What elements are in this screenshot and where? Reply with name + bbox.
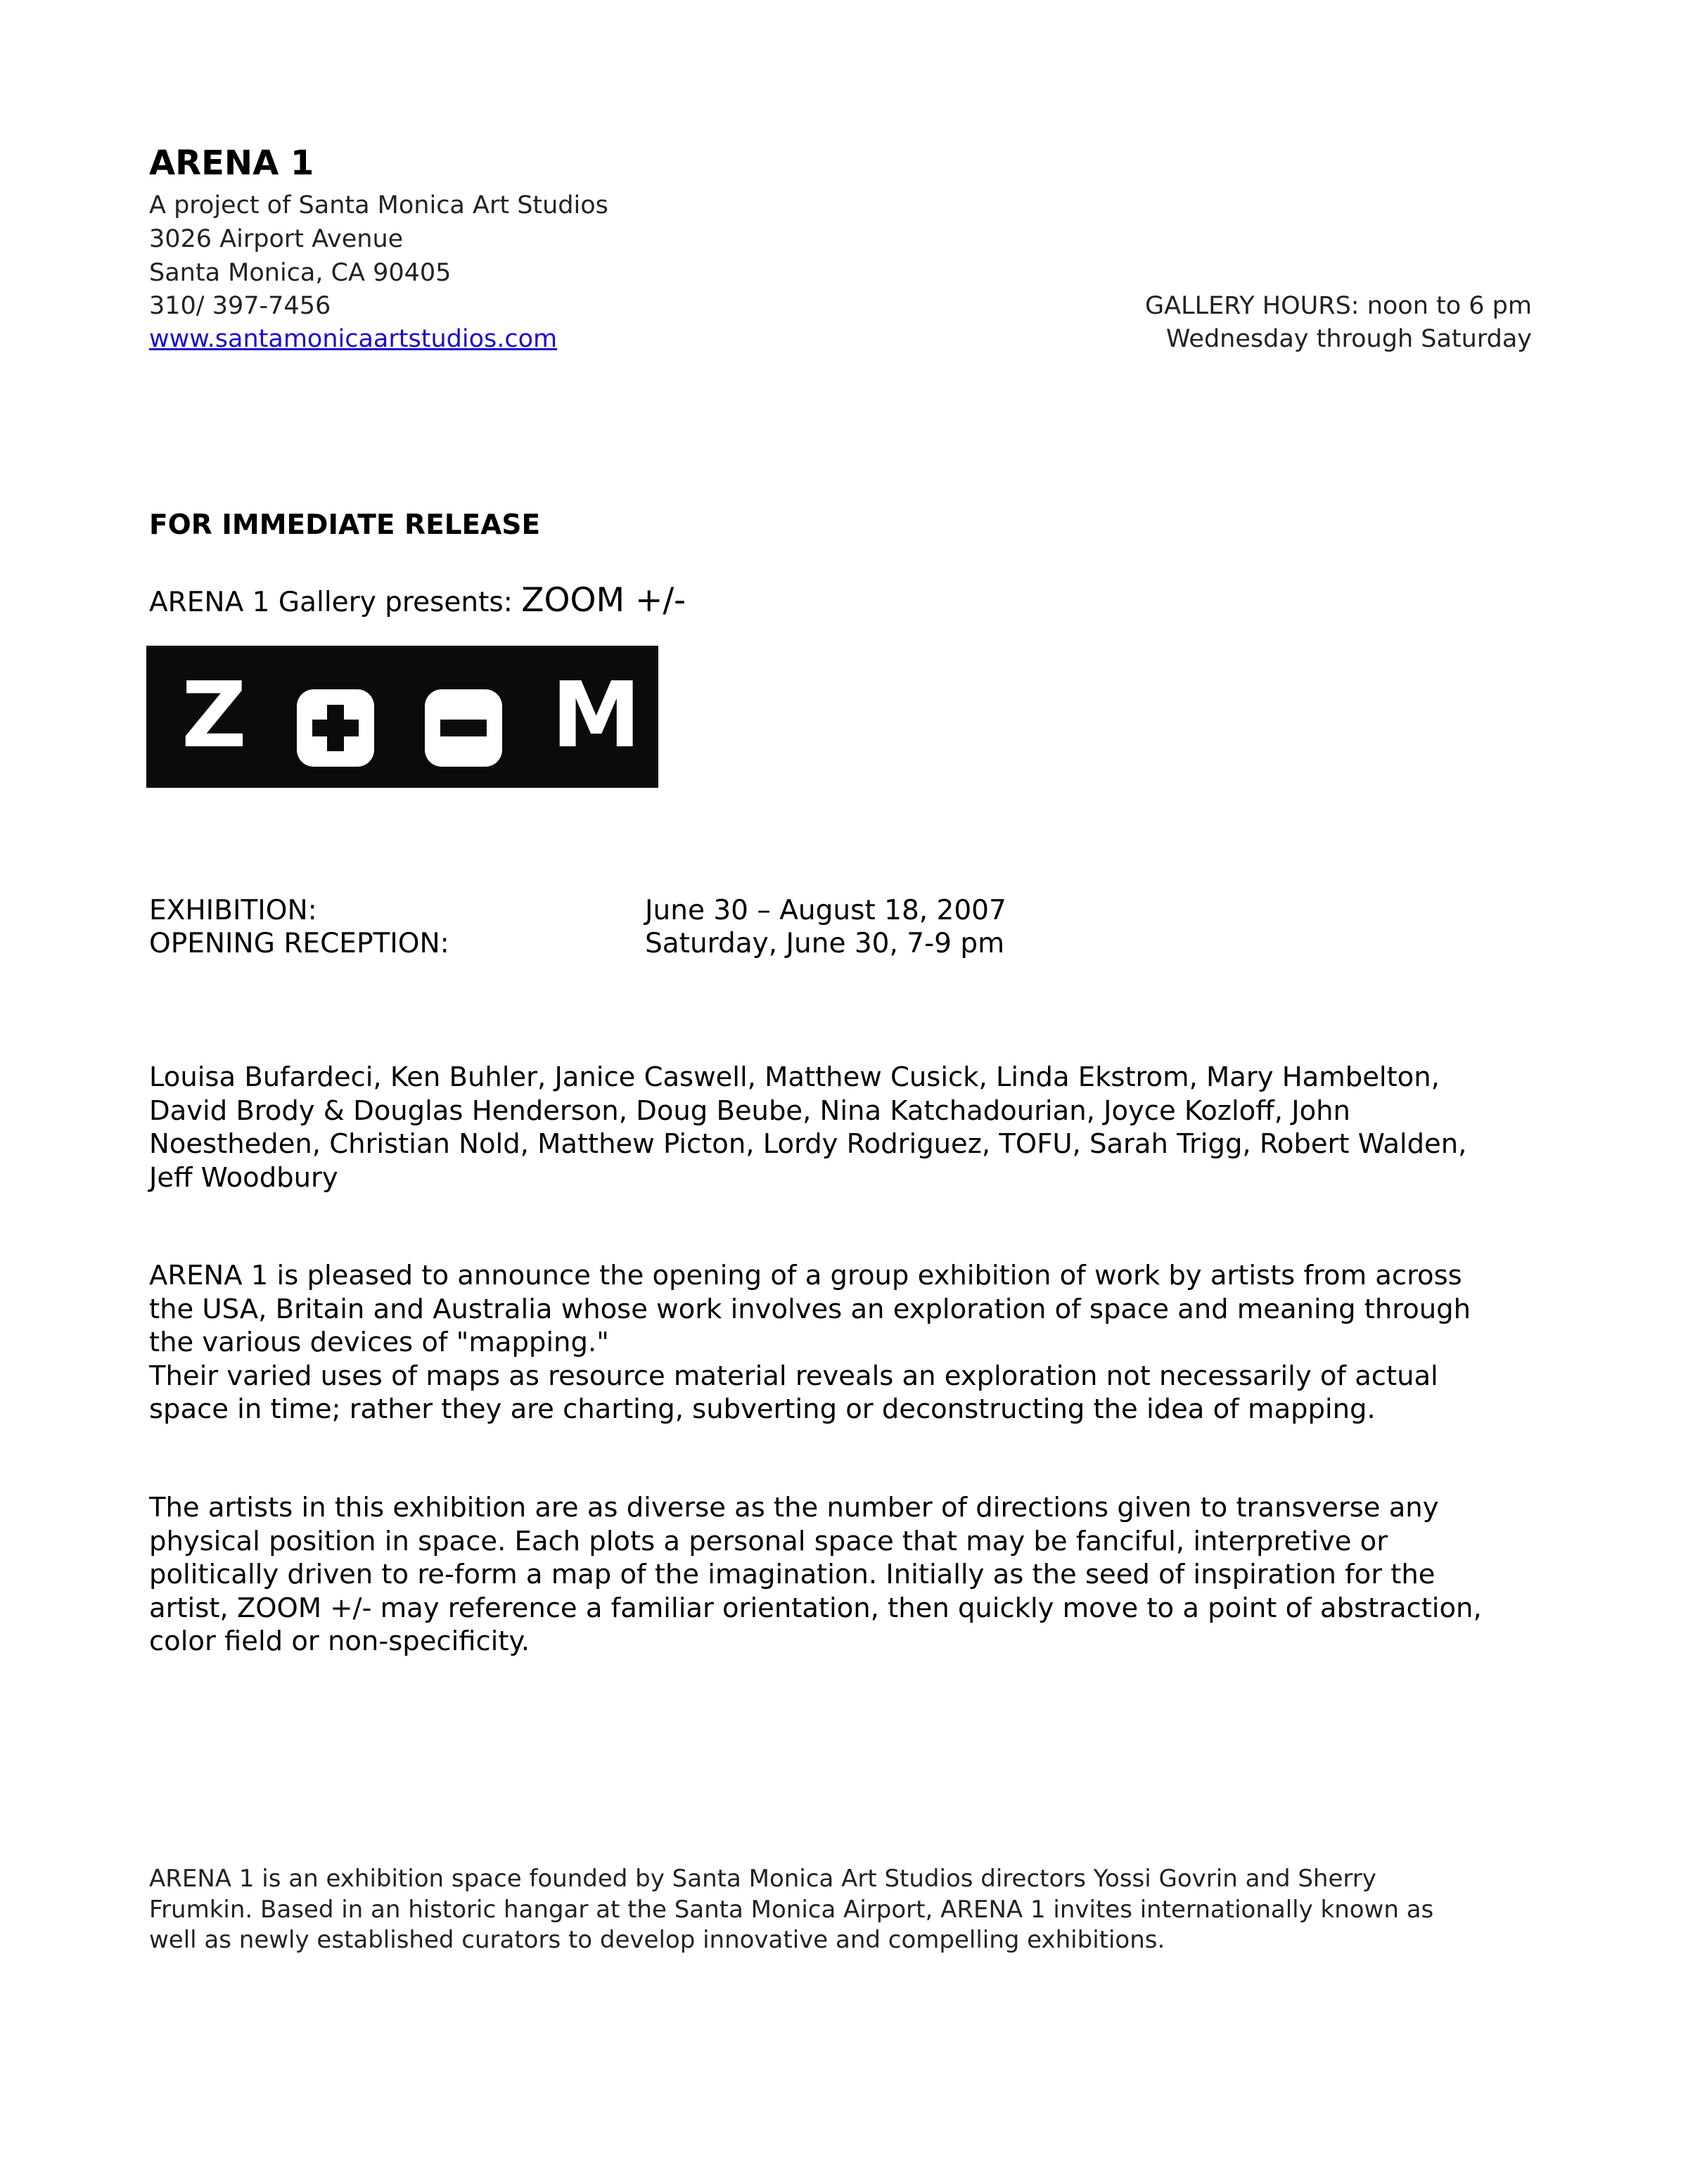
reception-label: OPENING RECEPTION: [149, 928, 449, 959]
footer-line: ARENA 1 is an exhibition space founded by Santa Monica Art Studios directors Yossi Govrin and Sherry [149, 1865, 1376, 1893]
phone-number: 310/ 397-7456 [149, 292, 331, 320]
logo-letter-m: M [551, 663, 641, 768]
reception-date: Saturday, June 30, 7-9 pm [645, 928, 1005, 959]
artist-list-line: Louisa Bufardeci, Ken Buhler, Janice Caswell, Matthew Cusick, Linda Ekstrom, Mary Hambelton, [149, 1061, 1440, 1093]
paragraph-line: ARENA 1 is pleased to announce the opening of a group exhibition of work by artists from across [149, 1260, 1462, 1291]
artist-list-line: Noestheden, Christian Nold, Matthew Picton, Lordy Rodriguez, TOFU, Sarah Trigg, Robert Walden, [149, 1128, 1467, 1160]
gallery-name: ARENA 1 [149, 143, 314, 183]
exhibition-label: EXHIBITION: [149, 895, 317, 926]
paragraph-line: color field or non-specificity. [149, 1626, 530, 1657]
gallery-subtitle: A project of Santa Monica Art Studios [149, 191, 608, 219]
artist-list-line: David Brody & Douglas Henderson, Doug Beube, Nina Katchadourian, Joyce Kozloff, John [149, 1094, 1350, 1127]
presents-line [149, 581, 686, 620]
paragraph-line: The artists in this exhibition are as diverse as the number of directions given to transverse any [149, 1492, 1439, 1524]
exhibition-dates: June 30 – August 18, 2007 [645, 895, 1006, 926]
paragraph-line: politically driven to re-form a map of the imagination. Initially as the seed of inspiration for the [149, 1559, 1436, 1590]
footer-line: well as newly established curators to develop innovative and compelling exhibitions. [149, 1926, 1165, 1954]
paragraph-line: the USA, Britain and Australia whose work involves an exploration of space and meaning through [149, 1293, 1471, 1325]
website-link[interactable]: www.santamonicaartstudios.com [149, 325, 558, 353]
exhibition-title: ZOOM +/- [521, 581, 686, 620]
release-heading: FOR IMMEDIATE RELEASE [149, 509, 541, 541]
presents-prefix: ARENA 1 Gallery presents: [149, 587, 522, 618]
logo-letter-z: Z [181, 663, 247, 768]
paragraph-line: artist, ZOOM +/- may reference a familiar orientation, then quickly move to a point of abstraction, [149, 1592, 1482, 1624]
artists-paragraph [149, 1491, 1549, 1659]
about-paragraph [149, 1864, 1549, 1956]
address-line-1: 3026 Airport Avenue [149, 225, 404, 253]
paragraph-line: the various devices of "mapping." [149, 1327, 609, 1358]
plus-icon [297, 689, 374, 767]
announcement-paragraph [149, 1259, 1549, 1426]
footer-line: Frumkin. Based in an historic hangar at the Santa Monica Airport, ARENA 1 invites internationally known as [149, 1895, 1434, 1924]
gallery-days: Wednesday through Saturday [1165, 325, 1532, 353]
paragraph-line: space in time; rather they are charting, subverting or deconstructing the idea of mapping. [149, 1393, 1376, 1425]
minus-icon [425, 689, 502, 767]
gallery-hours: GALLERY HOURS: noon to 6 pm [1145, 292, 1532, 320]
artist-list [149, 1061, 1549, 1194]
zoom-logo [146, 646, 658, 788]
address-line-2: Santa Monica, CA 90405 [149, 259, 452, 287]
paragraph-line: physical position in space. Each plots a personal space that may be fanciful, interpretive or [149, 1525, 1388, 1557]
artist-list-line: Jeff Woodbury [149, 1161, 338, 1194]
paragraph-line: Their varied uses of maps as resource material reveals an exploration not necessarily of actual [149, 1360, 1438, 1392]
